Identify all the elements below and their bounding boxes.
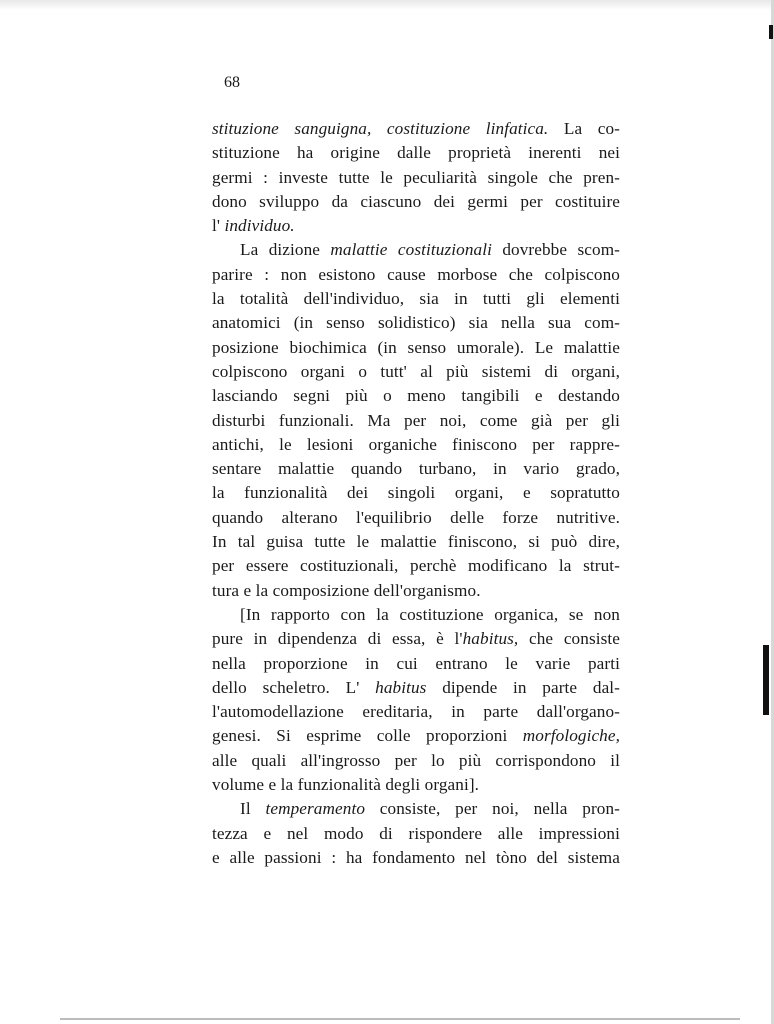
- text-line: [212, 724, 620, 748]
- text-line: [212, 457, 620, 481]
- text-line: [212, 822, 620, 846]
- text: pure in dipendenza di essa, è l': [212, 629, 463, 649]
- italic-text: temperamento: [265, 799, 366, 819]
- text: sentare malattie quando turbano, in vario grado,: [212, 459, 620, 479]
- text: anatomici (in senso solidistico) sia nella sua com-: [212, 313, 620, 333]
- text: disturbi funzionali. Ma per noi, come già per gli: [212, 410, 620, 430]
- text-line: [212, 409, 620, 433]
- text: Il: [240, 799, 266, 819]
- text-line: [212, 846, 620, 870]
- text: e alle passioni : ha fondamento nel tòno del sistema: [212, 847, 620, 867]
- text-line: [212, 117, 620, 141]
- text: consiste, per noi, nella pron-: [365, 799, 620, 819]
- text: [In rapporto con la costituzione organica, se non: [240, 604, 620, 624]
- text: tura e la composizione dell'organismo.: [212, 580, 481, 600]
- text: per essere costituzionali, perchè modificano la strut-: [212, 556, 620, 576]
- text-line: [212, 530, 620, 554]
- italic-text: malattie costituzionali: [330, 240, 492, 260]
- text: parire : non esistono cause morbose che colpiscono: [212, 264, 620, 284]
- text: genesi. Si esprime colle proporzioni: [212, 726, 523, 746]
- text: dovrebbe scom-: [491, 240, 620, 260]
- italic-text: individuo.: [224, 216, 295, 236]
- text-line: [212, 506, 620, 530]
- page-number: 68: [224, 74, 240, 91]
- scan-edge-mark: [769, 25, 773, 39]
- text-line: [212, 263, 620, 287]
- text: antichi, le lesioni organiche finiscono per rappre-: [212, 434, 620, 454]
- scan-bottom-edge: [60, 1018, 740, 1020]
- text: posizione biochimica (in senso umorale). Le malattie: [212, 337, 620, 357]
- text: nella proporzione in cui entrano le varie parti: [212, 653, 620, 673]
- text: lasciando segni più o meno tangibili e destando: [212, 386, 620, 406]
- italic-text: morfologiche,: [522, 726, 620, 746]
- text-line: [212, 676, 620, 700]
- text-line: [212, 141, 620, 165]
- text-line: [212, 214, 620, 238]
- text: tezza e nel modo di rispondere alle impressioni: [212, 823, 620, 843]
- scan-top-edge: [0, 0, 774, 10]
- text-line: [212, 190, 620, 214]
- text-line: [212, 336, 620, 360]
- text-line: [212, 554, 620, 578]
- text: In tal guisa tutte le malattie finiscono, si può dire,: [212, 532, 620, 552]
- text: l'automodellazione ereditaria, in parte dall'organo-: [212, 702, 620, 722]
- text-line: [212, 627, 620, 651]
- text: alle quali all'ingrosso per lo più corrispondono il: [212, 750, 620, 770]
- text-line: [212, 481, 620, 505]
- text-line: [212, 749, 620, 773]
- text-line: [212, 579, 620, 603]
- text: che consiste: [518, 629, 620, 649]
- italic-text: stituzione sanguigna, costituzione linfatica.: [212, 119, 549, 138]
- body-text: [212, 117, 620, 870]
- text: stituzione ha origine dalle proprietà inerenti nei: [212, 143, 620, 163]
- text-line: [212, 700, 620, 724]
- text-line: [212, 603, 620, 627]
- text: colpiscono organi o tutt' al più sistemi di organi,: [212, 361, 620, 381]
- text: quando alterano l'equilibrio delle forze nutritive.: [212, 507, 620, 527]
- text: dipende in parte dal-: [426, 677, 620, 697]
- text-line: [212, 166, 620, 190]
- text-line: [212, 773, 620, 797]
- text: volume e la funzionalità degli organi].: [212, 775, 480, 795]
- text: dello scheletro. L': [212, 677, 376, 697]
- text-line: [212, 797, 620, 821]
- text-line: [212, 652, 620, 676]
- text-line: [212, 433, 620, 457]
- italic-text: habitus,: [462, 629, 519, 649]
- scan-edge-mark: [763, 645, 769, 715]
- text-line: [212, 384, 620, 408]
- text-line: [212, 311, 620, 335]
- text: La co-: [548, 119, 621, 138]
- text-line: [212, 287, 620, 311]
- text-line: [212, 360, 620, 384]
- italic-text: habitus: [375, 677, 427, 697]
- text: dono sviluppo da ciascuno dei germi per costituire: [212, 191, 620, 211]
- text: germi : investe tutte le peculiarità singole che pren-: [212, 167, 620, 187]
- text-line: [212, 238, 620, 262]
- text: la totalità dell'individuo, sia in tutti gli elementi: [212, 289, 620, 309]
- text: la funzionalità dei singoli organi, e sopratutto: [212, 483, 620, 503]
- text: La dizione: [240, 240, 331, 260]
- text: l': [212, 216, 225, 236]
